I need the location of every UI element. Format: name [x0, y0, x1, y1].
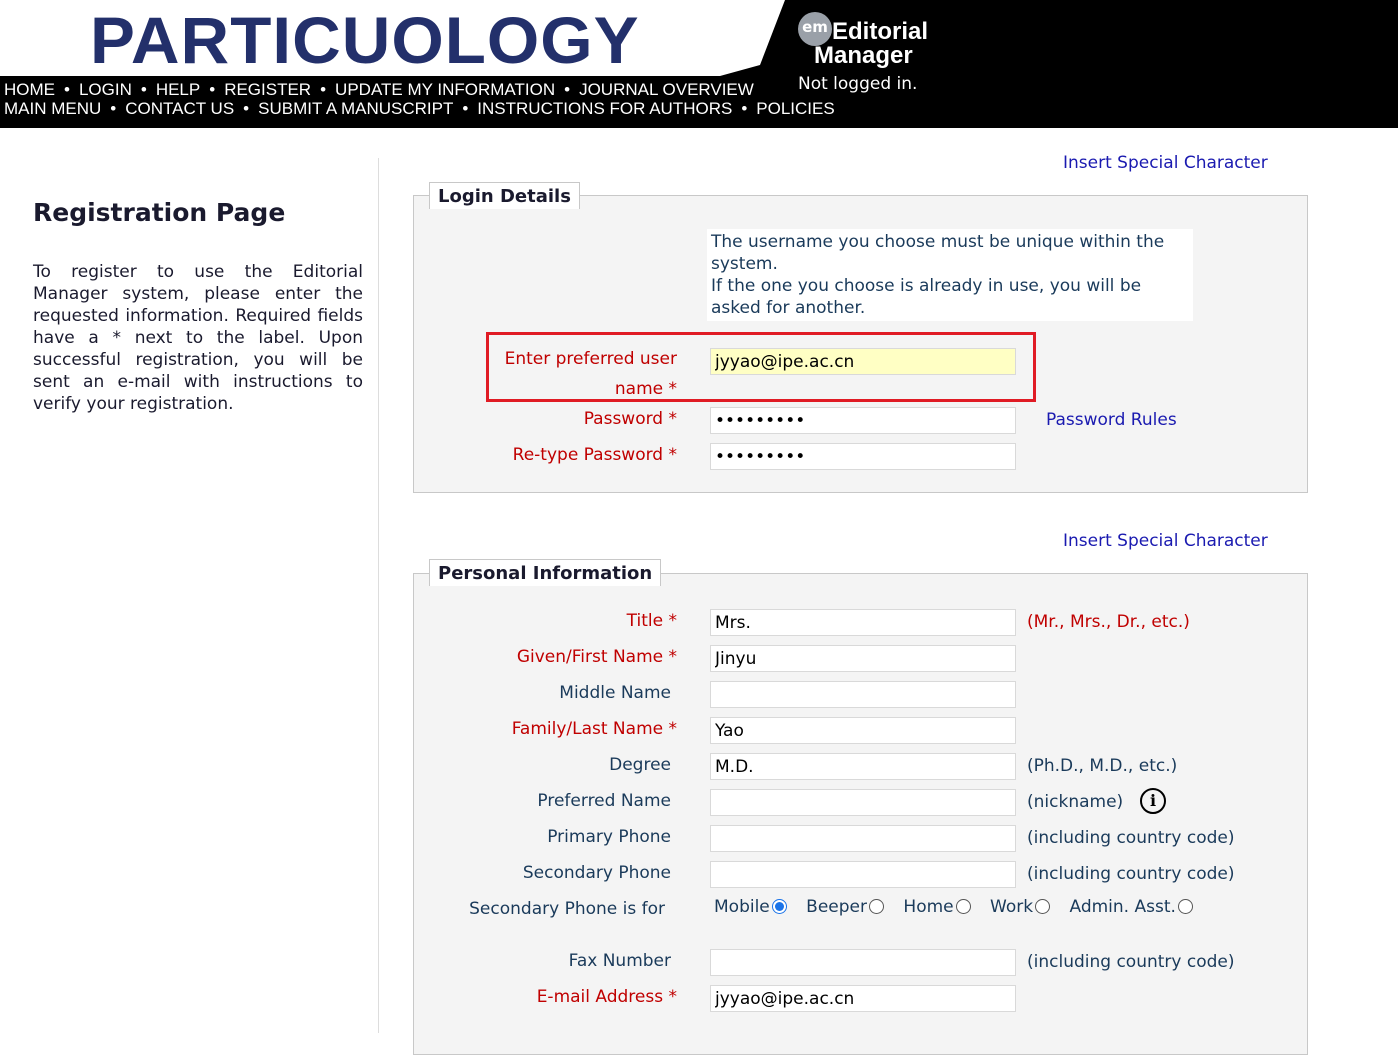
left-panel — [33, 198, 363, 415]
nav-separator: • — [140, 80, 147, 99]
radio-selected-icon[interactable] — [772, 899, 787, 914]
nav-submit-manuscript[interactable]: SUBMIT A MANUSCRIPT — [258, 99, 454, 118]
degree-input[interactable] — [710, 753, 1016, 780]
middle-name-input[interactable] — [710, 681, 1016, 708]
password-rules-link[interactable]: Password Rules — [1046, 410, 1177, 430]
radio-admin-asst-label: Admin. Asst. — [1069, 897, 1176, 917]
vertical-divider — [378, 158, 379, 1033]
radio-unselected-icon[interactable] — [1178, 899, 1193, 914]
header — [0, 0, 1398, 128]
nav-separator: • — [209, 80, 216, 99]
nav-update-my-information[interactable]: UPDATE MY INFORMATION — [335, 80, 556, 99]
nav-separator: • — [320, 80, 327, 99]
nav-journal-overview[interactable]: JOURNAL OVERVIEW — [579, 80, 754, 99]
title-input[interactable] — [710, 609, 1016, 636]
radio-home-label: Home — [903, 897, 954, 917]
preferred-name-hint: (nickname) — [1027, 792, 1124, 812]
middle-name-label: Middle Name — [559, 683, 671, 703]
username-label-line1: Enter preferred user — [504, 349, 677, 369]
nav-separator: • — [64, 80, 70, 99]
primary-phone-label: Primary Phone — [547, 827, 671, 847]
nav-row-2 — [4, 99, 835, 119]
nav-separator: • — [564, 80, 571, 99]
em-logo-line2: Manager — [814, 42, 913, 69]
email-label: E-mail Address * — [536, 987, 677, 1007]
fax-number-hint: (including country code) — [1027, 952, 1235, 972]
em-badge-icon: em — [798, 12, 832, 46]
primary-phone-hint: (including country code) — [1027, 828, 1235, 848]
login-details-legend: Login Details — [429, 182, 580, 209]
registration-instructions: To register to use the Editorial Manager system, please enter the requested information. Required fields have a * next to the label. Upon successful registration, you will be sent an e-mail with instructions to verify your registration. — [33, 262, 363, 414]
first-name-label: Given/First Name * — [516, 647, 677, 667]
radio-mobile[interactable] — [714, 897, 787, 917]
page-title: Registration Page — [33, 198, 286, 227]
nav-contact-us[interactable]: CONTACT US — [125, 99, 235, 118]
radio-home[interactable] — [903, 897, 970, 917]
radio-beeper-label: Beeper — [806, 897, 867, 917]
radio-unselected-icon[interactable] — [869, 899, 884, 914]
username-info — [707, 229, 1193, 321]
degree-hint: (Ph.D., M.D., etc.) — [1027, 756, 1178, 776]
preferred-name-input[interactable] — [710, 789, 1016, 816]
fax-number-label: Fax Number — [568, 951, 671, 971]
degree-label: Degree — [609, 755, 671, 775]
username-info-line2: If the one you choose is already in use, you will be asked for another. — [711, 276, 1142, 318]
retype-password-input[interactable] — [710, 443, 1016, 470]
journal-logo[interactable]: PARTICUOLOGY — [90, 3, 640, 77]
secondary-phone-label: Secondary Phone — [522, 863, 671, 883]
email-input[interactable] — [710, 985, 1016, 1012]
secondary-phone-for-label: Secondary Phone is for — [469, 899, 665, 919]
nav-login[interactable]: LOGIN — [78, 80, 132, 99]
insert-special-character-link-2[interactable]: Insert Special Character — [1063, 531, 1268, 551]
radio-beeper[interactable] — [806, 897, 884, 917]
last-name-input[interactable] — [710, 717, 1016, 744]
primary-phone-input[interactable] — [710, 825, 1016, 852]
editorial-manager-logo — [798, 6, 938, 70]
title-label: Title * — [626, 611, 677, 631]
last-name-label: Family/Last Name * — [511, 719, 677, 739]
retype-password-label: Re-type Password * — [512, 445, 677, 465]
nav-instructions-for-authors[interactable]: INSTRUCTIONS FOR AUTHORS — [477, 99, 733, 118]
username-label-line2: name * — [614, 379, 677, 399]
info-icon[interactable]: i — [1140, 788, 1166, 814]
radio-unselected-icon[interactable] — [956, 899, 971, 914]
nav-register[interactable]: REGISTER — [224, 80, 312, 99]
password-label: Password * — [583, 409, 677, 429]
login-status: Not logged in. — [798, 74, 918, 94]
nav-separator: • — [110, 99, 117, 118]
nav-policies[interactable]: POLICIES — [756, 99, 835, 118]
insert-special-character-link-1[interactable]: Insert Special Character — [1063, 153, 1268, 173]
personal-information-section — [413, 563, 1308, 1055]
radio-admin-asst[interactable] — [1069, 897, 1192, 917]
nav-separator: • — [741, 99, 748, 118]
personal-information-legend: Personal Information — [429, 559, 661, 586]
username-info-line1: The username you choose must be unique within the system. — [711, 232, 1165, 274]
nav-row-1 — [4, 80, 754, 100]
fax-number-input[interactable] — [710, 949, 1016, 976]
nav-separator: • — [462, 99, 469, 118]
nav-help[interactable]: HELP — [155, 80, 201, 99]
nav-separator: • — [243, 99, 250, 118]
em-logo-line1: Editorial — [832, 18, 929, 45]
title-hint: (Mr., Mrs., Dr., etc.) — [1027, 612, 1190, 632]
nav-main-menu[interactable]: MAIN MENU — [4, 99, 102, 118]
password-input[interactable] — [710, 407, 1016, 434]
login-details-section — [413, 186, 1308, 493]
radio-work[interactable] — [990, 897, 1050, 917]
secondary-phone-type-group — [714, 897, 1207, 917]
secondary-phone-input[interactable] — [710, 861, 1016, 888]
nav-home[interactable]: HOME — [4, 80, 55, 99]
radio-mobile-label: Mobile — [714, 897, 770, 917]
radio-work-label: Work — [990, 897, 1034, 917]
secondary-phone-hint: (including country code) — [1027, 864, 1235, 884]
first-name-input[interactable] — [710, 645, 1016, 672]
username-input[interactable] — [710, 348, 1016, 375]
preferred-name-label: Preferred Name — [537, 791, 671, 811]
radio-unselected-icon[interactable] — [1035, 899, 1050, 914]
